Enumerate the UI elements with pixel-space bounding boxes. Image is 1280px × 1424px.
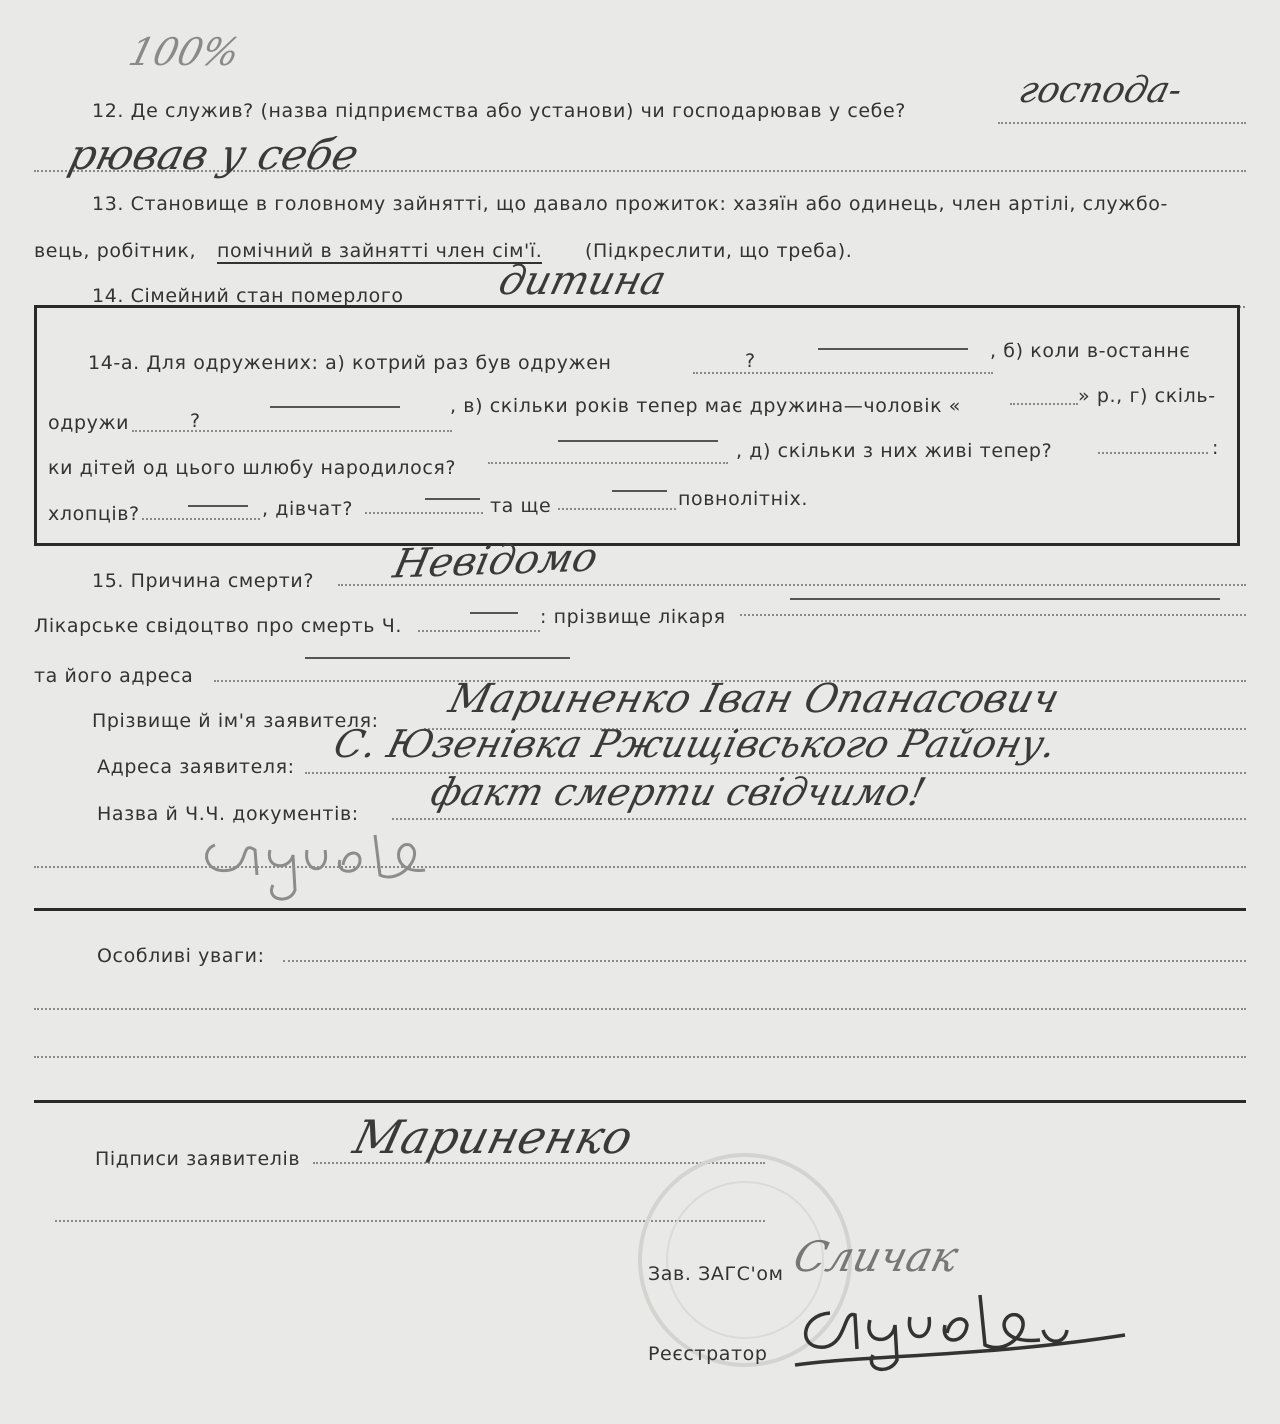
stamp-signature-image xyxy=(195,815,445,910)
documents-label: Назва й Ч.Ч. документів: xyxy=(97,803,359,825)
q14a-line1-rule xyxy=(693,372,993,374)
q14a-line3-c: : xyxy=(1212,437,1220,459)
q14a-line2-b: ? xyxy=(190,410,201,432)
q15-label: 15. Причина смерти? xyxy=(92,570,315,592)
q14a-line4-d: повнолітніх. xyxy=(678,488,808,510)
q14a-line2-a: одружи xyxy=(48,412,130,434)
doctor-address-dash xyxy=(305,657,570,659)
documents-rule xyxy=(392,818,1246,820)
section-divider-2 xyxy=(34,1100,1246,1103)
q14-answer: дитина xyxy=(494,258,671,304)
q14a-line3-rule-2 xyxy=(1098,452,1208,454)
special-notes-label: Особливі уваги: xyxy=(97,945,265,967)
med-cert-number-dash xyxy=(470,612,518,614)
q14a-line2-dash xyxy=(270,406,400,408)
q14a-line1-dash xyxy=(818,348,968,350)
applicant-signatures-label: Підписи заявителів xyxy=(95,1148,301,1170)
q14a-line4-c: та ще xyxy=(490,495,552,517)
zags-head-value: Сличак xyxy=(788,1232,964,1281)
q14a-line1-c: , б) коли в-останнє xyxy=(990,340,1191,362)
q12-answer-part2: рював у себе xyxy=(63,130,364,179)
doctor-name-rule xyxy=(740,614,1246,616)
q14a-line3-b: , д) скільки з них живі тепер? xyxy=(736,440,1053,462)
q13-line2-suffix: (Підкреслити, що треба). xyxy=(585,240,853,262)
q12-rule xyxy=(998,122,1246,124)
applicant-signatures-value: Мариненко xyxy=(348,1110,639,1164)
q13-line1: 13. Становище в головному зайнятті, що давало прожиток: хазяїн або одинець, член артілі, службо- xyxy=(92,193,1168,215)
q14a-line2-rule-2 xyxy=(1010,403,1078,405)
q12-answer-part1: господа- xyxy=(1014,70,1187,111)
special-notes-rule xyxy=(283,960,1246,962)
q14a-line1-b: ? xyxy=(745,350,756,372)
applicant-name-label: Прізвище й ім'я заявителя: xyxy=(92,710,379,732)
registrar-signature-image xyxy=(785,1285,1135,1375)
q14a-line2-c: , в) скільки років тепер має дружина—чоловік « xyxy=(450,395,962,417)
documents-value: факт смерти свідчимо! xyxy=(426,770,931,814)
special-notes-rule-2 xyxy=(34,1008,1246,1010)
q14a-line2-d: » р., г) скіль- xyxy=(1078,385,1216,407)
doctor-name-dash xyxy=(790,598,1220,600)
med-cert-label-b: : прізвище лікаря xyxy=(540,606,726,628)
zags-head-label: Зав. ЗАГС'ом xyxy=(648,1263,784,1285)
q14a-line4-dash-1 xyxy=(188,505,248,507)
doctor-address-label: та його адреса xyxy=(34,665,194,687)
med-cert-number-rule xyxy=(418,630,540,632)
q14a-line4-rule-2 xyxy=(365,512,483,514)
q14a-line4-dash-3 xyxy=(612,490,667,492)
q14a-line2-rule xyxy=(132,430,452,432)
q13-line2-prefix: вець, робітник, xyxy=(34,240,197,262)
med-cert-label-a: Лікарське свідоцтво про смерть Ч. xyxy=(34,615,402,637)
q14a-line4-rule-1 xyxy=(142,518,260,520)
q12-label: 12. Де служив? (назва підприємства або установи) чи господарював у себе? xyxy=(92,100,906,122)
applicant-name-value: Мариненко Іван Опанасович xyxy=(444,676,1064,722)
q14a-line4-dash-2 xyxy=(425,498,480,500)
special-notes-rule-3 xyxy=(34,1056,1246,1058)
applicant-address-label: Адреса заявителя: xyxy=(97,756,295,778)
q13-line2-underlined: помічний в зайнятті член сім'ї. xyxy=(217,240,543,262)
q14a-line4-a: хлопців? xyxy=(48,503,140,525)
q14a-line3-a: ки дітей од цього шлюбу народилося? xyxy=(48,457,457,479)
q14a-line1-a: 14-а. Для одружених: а) котрий раз був одружен xyxy=(88,352,612,374)
q14a-line4-rule-3 xyxy=(558,508,676,510)
q15-answer: Невідомо xyxy=(389,534,603,588)
applicant-address-value: С. Юзенівка Ржищівського Району. xyxy=(329,722,1061,766)
q14a-line4-b: , дівчат? xyxy=(262,498,354,520)
q14a-line3-dash xyxy=(558,440,718,442)
registrar-label: Реєстратор xyxy=(648,1343,768,1365)
q14-label: 14. Сімейний стан померлого xyxy=(92,285,404,307)
margin-note: 100% xyxy=(124,30,245,74)
q14a-line3-rule xyxy=(488,462,728,464)
